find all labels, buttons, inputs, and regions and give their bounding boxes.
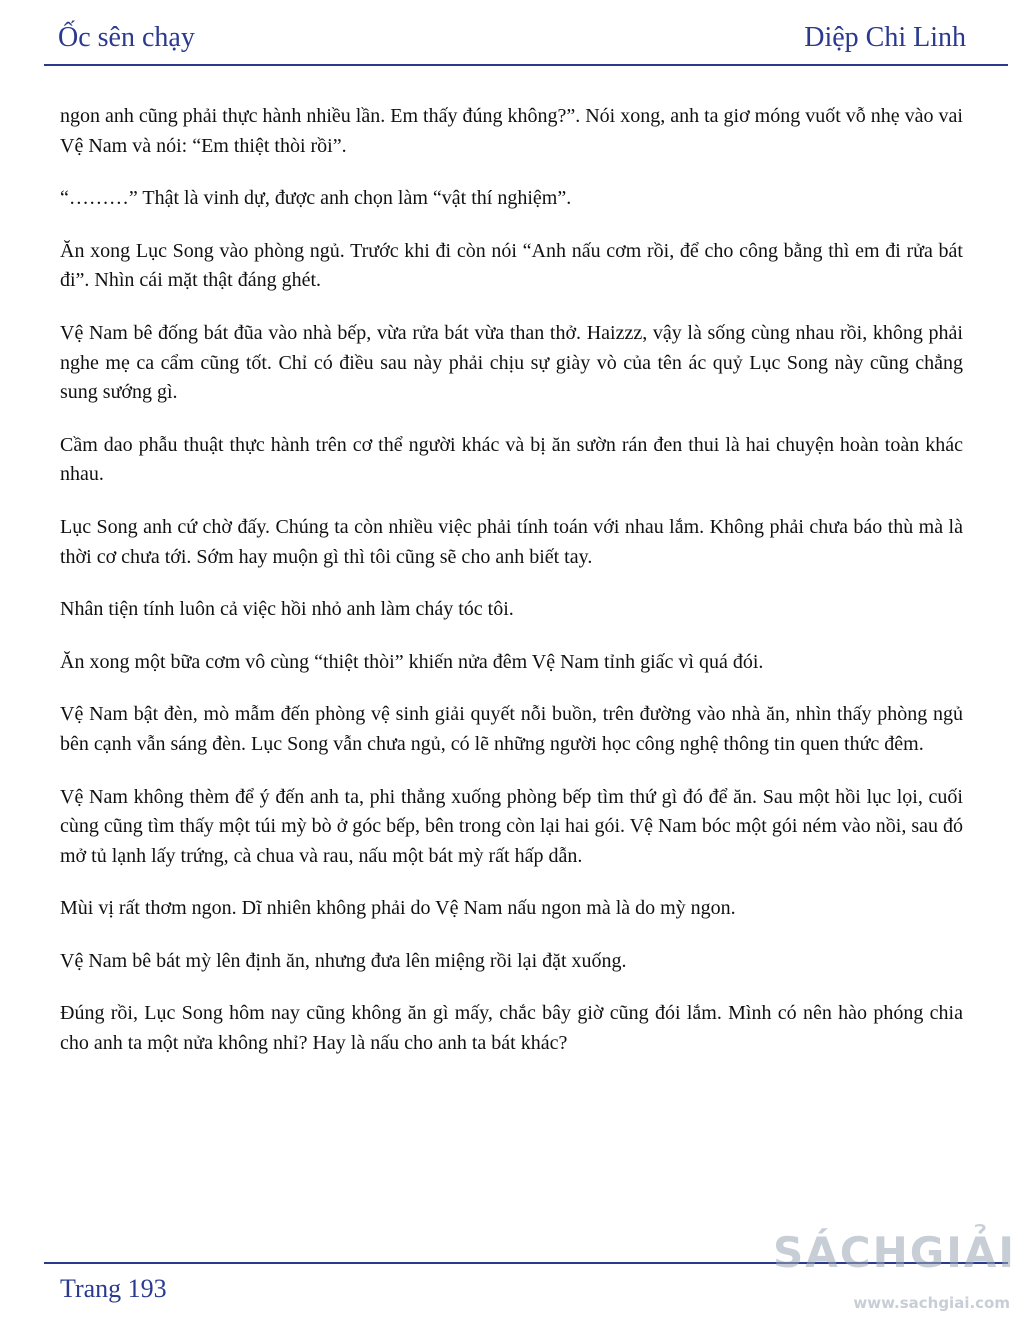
author-name: Diệp Chi Linh — [804, 22, 966, 53]
watermark-url: www.sachgiai.com — [853, 1294, 1010, 1312]
paragraph: Vệ Nam bật đèn, mò mẫm đến phòng vệ sinh giải quyết nỗi buồn, trên đường vào nhà ăn, nhìn thấy phòng ngủ bên cạnh vẫn sáng đèn. Lục Song vẫn chưa ngủ, có lẽ những người học công nghệ thông tin quen thức đêm. — [60, 703, 963, 755]
paragraph: Vệ Nam bê bát mỳ lên định ăn, nhưng đưa lên miệng rồi lại đặt xuống. — [60, 949, 627, 972]
watermark-logo: SÁCHGIẢI — [773, 1228, 1016, 1277]
paragraph: Vệ Nam bê đống bát đũa vào nhà bếp, vừa rửa bát vừa than thở. Haizzz, vậy là sống cùng nhau rồi, không phải nghe mẹ ca cẩm cũng tốt. Chỉ có điều sau này phải chịu sự giày vò của tên ác quỷ Lục Song này cũng chẳng sung sướng gì. — [60, 321, 963, 404]
paragraph: Cầm dao phẫu thuật thực hành trên cơ thể người khác và bị ăn sườn rán đen thui là hai chuyện hoàn toàn khác nhau. — [60, 433, 963, 486]
paragraph: Nhân tiện tính luôn cả việc hồi nhỏ anh làm cháy tóc tôi. — [60, 598, 514, 621]
paragraph: Lục Song anh cứ chờ đấy. Chúng ta còn nhiều việc phải tính toán với nhau lắm. Không phải chưa báo thù mà là thời cơ chưa tới. Sớm hay muộn gì thì tôi cũng sẽ cho anh biết tay. — [60, 515, 963, 568]
paragraph: ngon anh cũng phải thực hành nhiều lần. Em thấy đúng không?”. Nói xong, anh ta giơ móng vuốt vỗ nhẹ vào vai Vệ Nam và nói: “Em thiệt thòi rồi”. — [60, 105, 963, 157]
watermark — [773, 1226, 1016, 1316]
page-body — [60, 102, 963, 1082]
page-number: Trang 193 — [60, 1274, 167, 1303]
paragraph: Mùi vị rất thơm ngon. Dĩ nhiên không phải do Vệ Nam nấu ngon mà là do mỳ ngon. — [60, 897, 736, 920]
header-divider — [44, 64, 1008, 66]
paragraph: Đúng rồi, Lục Song hôm nay cũng không ăn gì mấy, chắc bây giờ cũng đói lắm. Mình có nên hào phóng chia cho anh ta một nửa không nhỉ? Hay là nấu cho anh ta bát khác? — [60, 1002, 963, 1055]
paragraph: Vệ Nam không thèm để ý đến anh ta, phi thẳng xuống phòng bếp tìm thứ gì đó để ăn. Sau một hồi lục lọi, cuối cùng cũng tìm thấy một túi mỳ bò ở góc bếp, bên trong còn lại hai gói. Vệ Nam bóc một gói ném vào nồi, sau đó mở tủ lạnh lấy trứng, cà chua và rau, nấu một bát mỳ rất hấp dẫn. — [60, 785, 963, 867]
paragraph: “………” Thật là vinh dự, được anh chọn làm “vật thí nghiệm”. — [60, 187, 572, 210]
paragraph: Ăn xong một bữa cơm vô cùng “thiệt thòi” khiến nửa đêm Vệ Nam tỉnh giấc vì quá đói. — [60, 650, 764, 673]
paragraph: Ăn xong Lục Song vào phòng ngủ. Trước khi đi còn nói “Anh nấu cơm rồi, để cho công bằng thì em đi rửa bát đi”. Nhìn cái mặt thật đáng ghét. — [60, 239, 963, 292]
book-title: Ốc sên chạy — [58, 22, 195, 53]
